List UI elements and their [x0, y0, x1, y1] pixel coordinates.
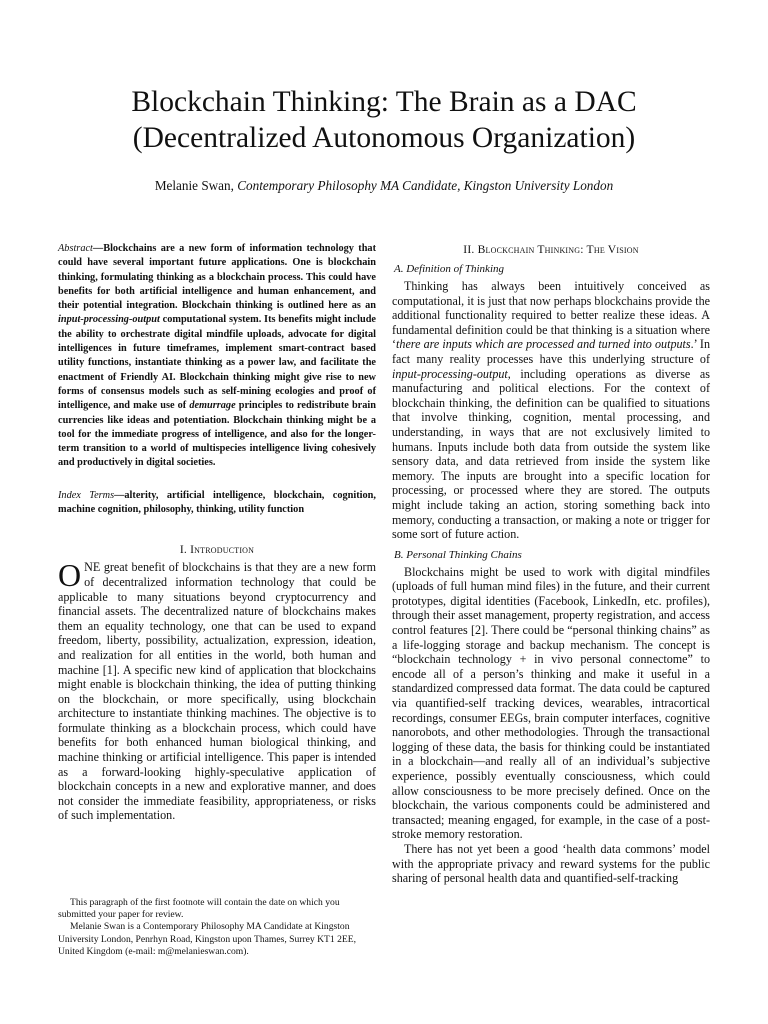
title-line-2: (Decentralized Autonomous Organization) — [132, 122, 636, 154]
right-column — [392, 242, 710, 886]
first-word: NE — [84, 560, 101, 575]
index-terms-text: —alterity, artificial intelligence, blockchain, cognition, machine cognition, philosophy, thinking, utility function — [58, 489, 376, 516]
definition-em-2: input-processing-output — [392, 366, 508, 381]
definition-text-2: .’ In fact many reality processes have this underlying structure of — [392, 337, 710, 366]
personal-chains-paragraph-2: There has not yet been a good ‘health data commons’ model with the appropriate privacy and reward systems for the public sharing of personal health data and quantified-self-tracking — [392, 841, 710, 886]
author-line — [40, 178, 728, 194]
footnotes — [58, 897, 376, 958]
subsection-heading-personal-chains: B. Personal Thinking Chains — [394, 548, 522, 561]
definition-text-3: , including operations as diverse as manufacturing and political elections. For the context of blockchain thinking, the definition can be qualified to situations that involve thinking, cognition, mental processing, and understanding, in ways that are not exclusively limited to humans. Inputs include both data from outside the system like sensory data, and data retrieved from inside the system like memory. The inputs are brought into a specific location for processing, or processed where they are stored. The outputs might include taking an action, storing something back into memory, conducting a transaction, or making a note or trigger for some sort of future action. — [392, 366, 710, 542]
abstract-lead: Abstract — [58, 243, 93, 254]
abstract-text-3: principles to redistribute brain currencies like ideas and potentiation. Blockchain thinking might be a tool for the immediate progress of intelligence, and also for the longer-term transition to a world of multispecies intelligence living cohesively and productively in digital societies. — [58, 400, 376, 469]
subsection-heading-definition: A. Definition of Thinking — [394, 263, 504, 275]
section-heading-vision: II. Blockchain Thinking: The Vision — [463, 243, 639, 256]
abstract-text-2: computational system. Its benefits might include the ability to orchestrate digital mindfile uploads, advocate for digital intelligences in future timeframes, implement smart-contract based utility functions, instantiate thinking as a power law, and facilitate the enactment of Friendly AI. Blockchain thinking might give rise to new forms of consensus models such as self-mining ecologies and proof of intelligence, and make use of — [58, 314, 376, 412]
abstract — [58, 242, 376, 471]
footnote-1: This paragraph of the first footnote will contain the date on which you submitted your paper for review. — [58, 897, 340, 921]
definition-em-1: there are inputs which are processed and turned into outputs — [396, 337, 691, 352]
left-column — [58, 242, 376, 823]
title-line-1: Blockchain Thinking: The Brain as a DAC — [131, 86, 637, 118]
definition-paragraph — [392, 279, 710, 542]
abstract-text-1: —Blockchains are a new form of information technology that could have several important future applications. One is blockchain thinking, formulating thinking as a blockchain process. This could have benefits for both artificial intelligence and human enhancement, and their potential integration. Blockchain thinking is outlined here as an — [58, 243, 376, 312]
author-affiliation: Contemporary Philosophy MA Candidate, Kingston University London — [237, 178, 614, 193]
paper-title — [40, 84, 728, 156]
index-terms-lead: Index Terms — [58, 489, 115, 501]
abstract-em-1: input-processing-output — [58, 314, 160, 326]
definition-text-1: Thinking has always been intuitively conceived as computational, it is just that now perhaps blockchains provide the additional functionality required to better realize these ideas. A fundamental definition could be that thinking is a situation where ‘ — [392, 279, 710, 352]
drop-cap: O — [58, 557, 82, 594]
introduction-paragraph — [58, 557, 376, 823]
abstract-em-2: demurrage — [189, 400, 236, 412]
footnote-2: Melanie Swan is a Contemporary Philosophy MA Candidate at Kingston University London, Penrhyn Road, Kingston upon Thames, Surrey KT1 2EE, United Kingdom (e-mail: m@melanieswan.com). — [58, 921, 356, 957]
personal-chains-paragraph-1: Blockchains might be used to work with digital mindfiles (uploads of full human mind files) in the future, and their current prototypes, digital identities (Facebook, LinkedIn, etc. profiles), through their asset management, property registration, and access control features [2]. There could be “personal thinking chains” as a life-logging storage and backup mechanism. The concept is “blockchain technology + in vivo personal connectome” to encode all of a person’s thinking and make it useful in a standardized compressed data format. The data could be captured via quantified-self tracking devices, wearables, intracortical recordings, consumer EEGs, brain computer interfaces, cognitive nanorobots, and other methodologies. Through the transactional logging of these data, the basis for thinking could be instantiated in a blockchain—and really all of an individual’s subjective experience, possibly eventually consciousness, which could allow consciousness to be more precisely defined. Once on the blockchain, the various components could be administered and transacted; meaning engaged, for example, in the case of a post-stroke memory restoration. — [392, 564, 710, 842]
index-terms — [58, 489, 376, 518]
author-name: Melanie Swan, — [154, 178, 234, 193]
section-heading-introduction: I. Introduction — [179, 543, 255, 557]
introduction-text: great benefit of blockchains is that they are a new form of decentralized information technology that could be applicable to many situations beyond cryptocurrency and financial assets. The decentralized nature of blockchains makes them an equality technology, one that can be used to expand freedom, liberty, possibility, actualization, expression, ideation, and realization for all entities in the world, both human and machine [1]. A specific new kind of application that blockchains might enable is blockchain thinking, the idea of putting thinking on the blockchain, or more specifically, using blockchain architecture to instantiate thinking machines. The objective is to formulate thinking as a blockchain process, which could have benefits for both enhanced human biological thinking, and machine thinking or artificial intelligence. This paper is intended as a forward-looking highly-speculative application of blockchain concepts in a new and explorative manner, and does not consider the immediate feasibility, appropriateness, or risks of such implementation. — [58, 560, 376, 823]
